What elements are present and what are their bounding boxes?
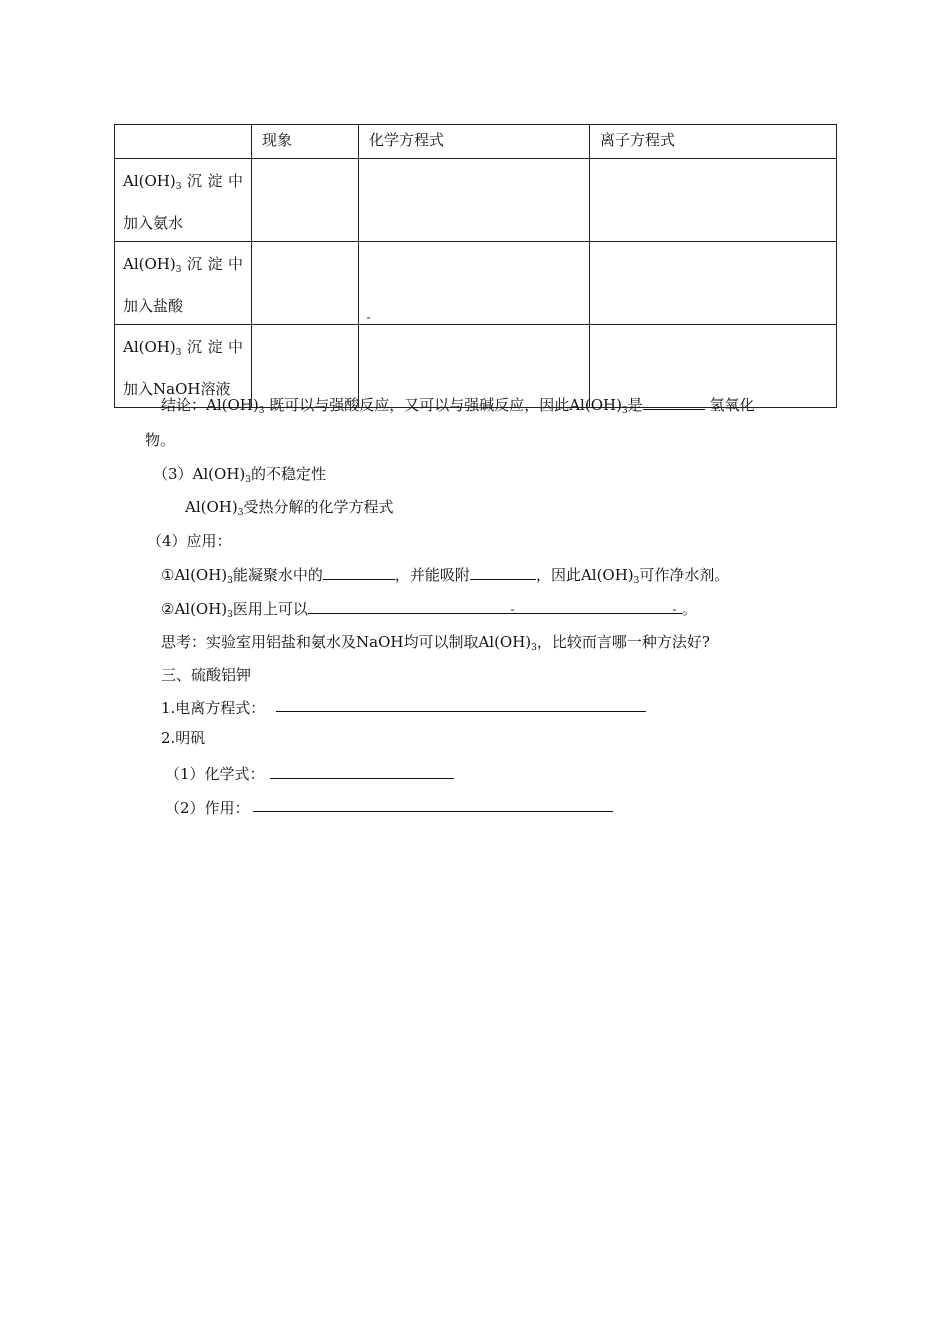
section3-item2: 2.明矾 bbox=[161, 729, 206, 747]
table-row bbox=[115, 242, 837, 325]
item3-line-suffix: 受热分解的化学方程式 bbox=[243, 498, 394, 516]
think-prefix: 思考：实验室用铝盐和氨水及NaOH均可以制取Al(OH) bbox=[161, 633, 532, 651]
item4-line2 bbox=[161, 597, 697, 620]
row-label-sub: 3 bbox=[175, 182, 182, 192]
row-label-char: 中 bbox=[227, 172, 243, 190]
item3-title-prefix: （3）Al(OH) bbox=[153, 465, 246, 483]
row-label-formula: Al(OH) bbox=[123, 338, 176, 356]
row-label-formula: Al(OH) bbox=[123, 255, 176, 273]
conclusion-mid: 既可以与强酸反应，又可以与强碱反应，因此Al(OH) bbox=[264, 396, 622, 414]
fill-blank[interactable] bbox=[643, 393, 705, 410]
row-label-char: 沉 bbox=[186, 255, 202, 273]
subscript: 3 bbox=[633, 576, 640, 586]
row-label-char: 沉 bbox=[186, 172, 202, 190]
header-cell-phenomenon: 现象 bbox=[252, 125, 359, 159]
row-label-cell bbox=[115, 242, 252, 325]
item3-line-prefix: Al(OH) bbox=[185, 498, 238, 516]
section3-title: 三、硫酸铝钾 bbox=[161, 666, 252, 684]
item3-title bbox=[153, 463, 326, 485]
header-cell-ionic-equation: 离子方程式 bbox=[590, 125, 837, 159]
item4-line1-a: ①Al(OH) bbox=[161, 566, 228, 584]
item4-line2-b: 医用上可以 bbox=[232, 600, 308, 618]
fill-blank[interactable] bbox=[308, 597, 682, 614]
row-label-sub: 3 bbox=[175, 265, 182, 275]
conclusion-is: 是 bbox=[627, 396, 643, 414]
subscript: 3 bbox=[621, 406, 628, 416]
row-label-sub: 3 bbox=[175, 348, 182, 358]
item4-line1-e: 可作净水剂。 bbox=[639, 566, 730, 584]
row-label-char: 中 bbox=[227, 255, 243, 273]
section3-sub1: （1）化学式： bbox=[165, 765, 265, 783]
subscript: 3 bbox=[227, 610, 233, 620]
stray-dot bbox=[673, 609, 676, 611]
answer-cell[interactable] bbox=[359, 159, 590, 242]
fill-blank[interactable] bbox=[323, 563, 395, 580]
header-cell-empty bbox=[115, 125, 252, 159]
conclusion-prefix: 结论：Al(OH) bbox=[161, 396, 259, 414]
item4-line1 bbox=[161, 563, 729, 586]
row-label-char: 沉 bbox=[186, 338, 202, 356]
conclusion-suffix: 氢氧化 bbox=[704, 396, 755, 414]
subscript: 3 bbox=[237, 508, 244, 518]
answer-cell[interactable] bbox=[252, 159, 359, 242]
table-header-row bbox=[115, 125, 837, 159]
fill-blank[interactable] bbox=[253, 811, 613, 812]
fill-blank[interactable] bbox=[470, 563, 536, 580]
row-label-line2: 加入盐酸 bbox=[123, 297, 184, 315]
reaction-table bbox=[114, 124, 837, 408]
answer-cell[interactable] bbox=[590, 159, 837, 242]
row-label-cell bbox=[115, 159, 252, 242]
fill-blank[interactable] bbox=[270, 778, 454, 779]
subscript: 3 bbox=[258, 406, 265, 416]
stray-dot bbox=[367, 317, 370, 319]
row-label-line2: 加入NaOH溶液 bbox=[123, 380, 231, 398]
item3-line bbox=[185, 496, 393, 518]
item4-line2-a: ②Al(OH) bbox=[161, 600, 228, 618]
subscript: 3 bbox=[227, 576, 233, 586]
conclusion-line2: 物。 bbox=[145, 431, 176, 449]
item3-title-suffix: 的不稳定性 bbox=[251, 465, 327, 483]
row-label-line2: 加入氨水 bbox=[123, 214, 184, 232]
table-row bbox=[115, 159, 837, 242]
think-line bbox=[161, 631, 710, 653]
subscript: 3 bbox=[245, 475, 251, 485]
row-label-char: 中 bbox=[227, 338, 243, 356]
section3-item1: 1.电离方程式： bbox=[161, 699, 266, 717]
section3-sub2: （2）作用： bbox=[165, 799, 250, 817]
item4-line2-end: 。 bbox=[681, 600, 697, 618]
row-label-formula: Al(OH) bbox=[123, 172, 176, 190]
item4-line1-d: ，因此Al(OH) bbox=[535, 566, 634, 584]
answer-cell[interactable] bbox=[359, 242, 590, 325]
item4-line1-c: ，并能吸附 bbox=[394, 566, 470, 584]
item4-line1-b: 能凝聚水中的 bbox=[232, 566, 323, 584]
row-label-char: 淀 bbox=[207, 255, 223, 273]
subscript: 3 bbox=[531, 643, 537, 653]
row-label-char: 淀 bbox=[207, 172, 223, 190]
answer-cell[interactable] bbox=[590, 242, 837, 325]
think-suffix: ，比较而言哪一种方法好? bbox=[536, 633, 710, 651]
conclusion-line bbox=[161, 393, 754, 416]
answer-cell[interactable] bbox=[252, 242, 359, 325]
header-cell-chemical-equation: 化学方程式 bbox=[359, 125, 590, 159]
row-label-char: 淀 bbox=[207, 338, 223, 356]
fill-blank[interactable] bbox=[276, 711, 646, 712]
item4-title: （4）应用： bbox=[147, 532, 232, 550]
stray-dot bbox=[511, 609, 514, 611]
